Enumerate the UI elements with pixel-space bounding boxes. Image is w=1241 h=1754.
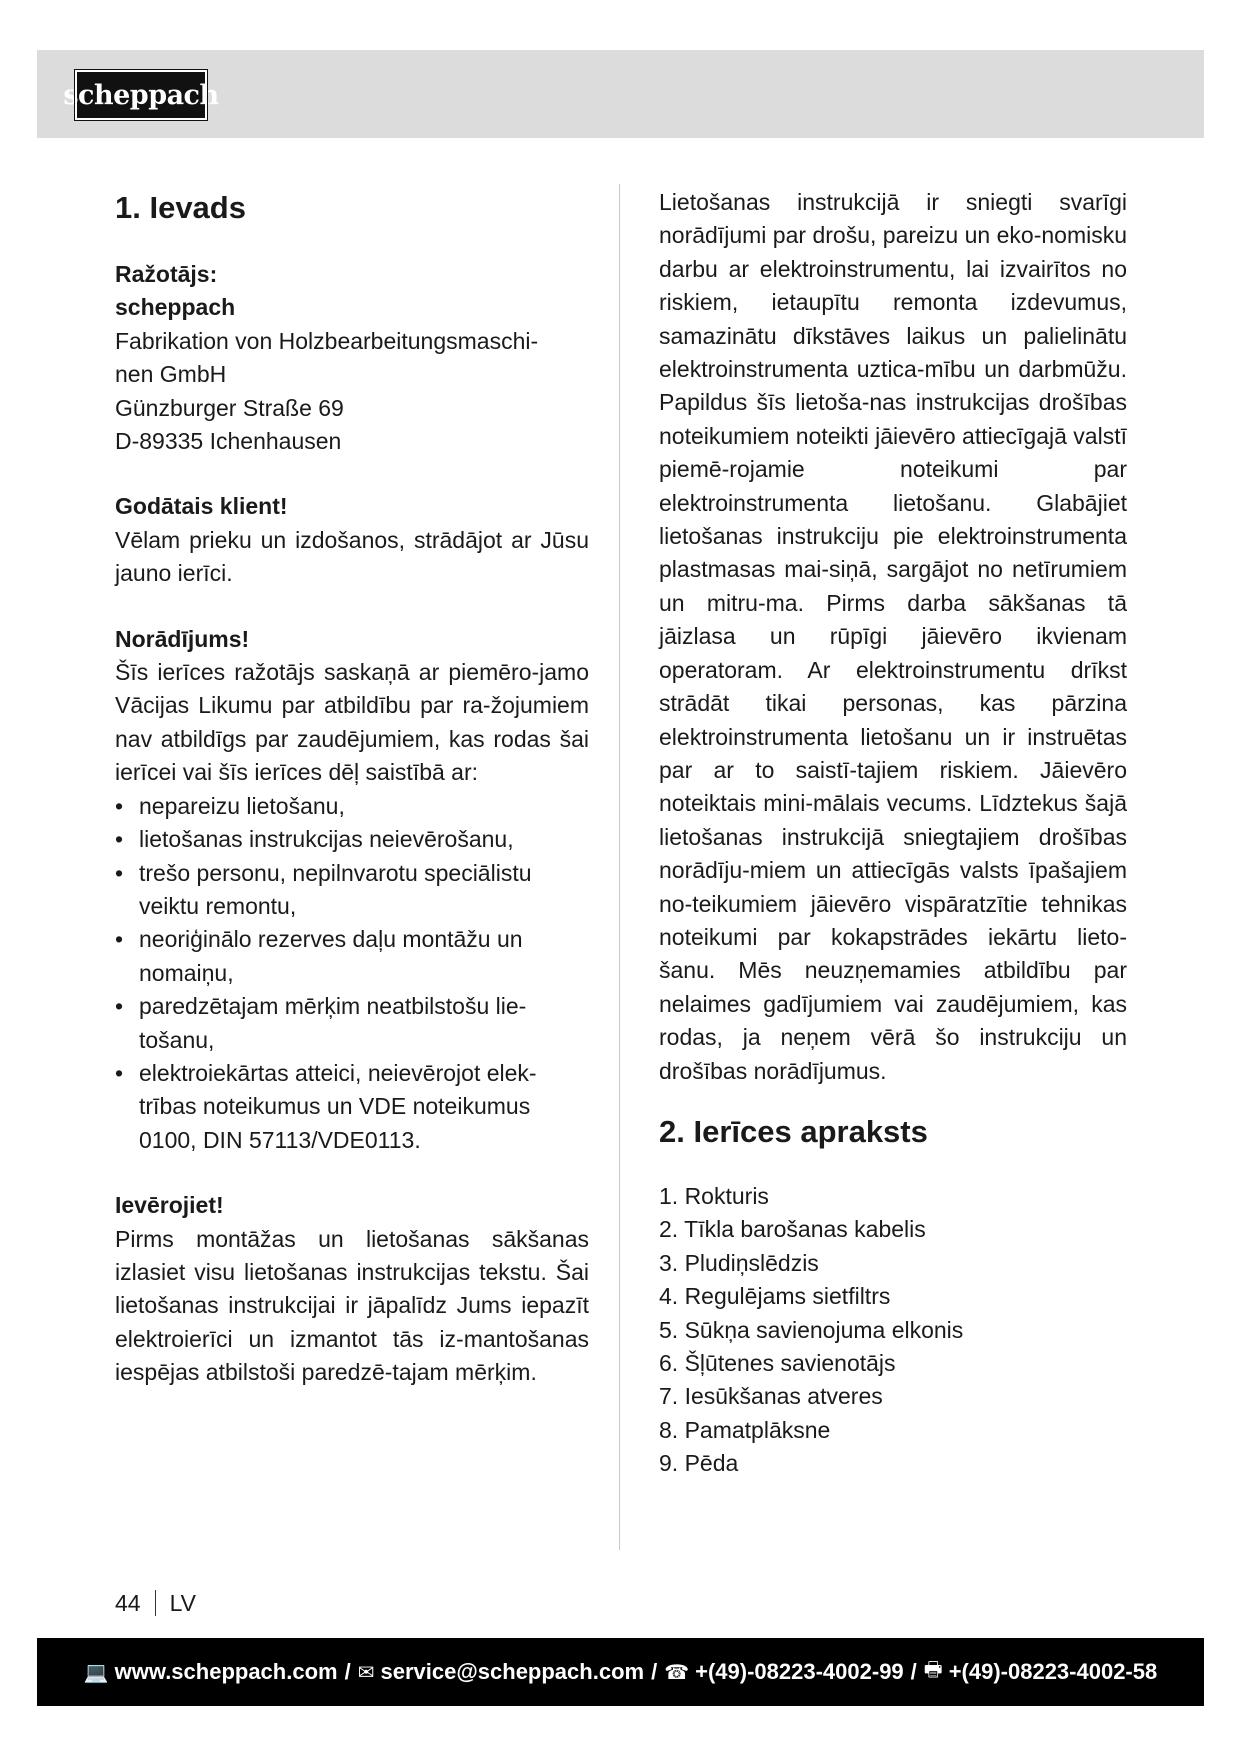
page-number-separator bbox=[155, 1590, 156, 1616]
section-1-heading: 1. Ievads bbox=[115, 190, 246, 225]
address-line: D-89335 Ichenhausen bbox=[115, 428, 342, 455]
intro-text: Lietošanas instrukcijā ir sniegti svarīgi norādījumi par drošu, pareizu un eko-nomisku darbu ar elektroinstrumentu, lai izvairītos no riskiem, ietaupītu remonta izdevumus, samazinātu dīkstāves laikus un palielinātu elektroinstrumenta uztica-mību un darbmūžu. Papildus šīs lietoša-nas instrukcijas drošības noteikumiem noteikti jāievēro attiecīgajā valstī piemē-rojamie noteikumi par elektroinstrumenta lietošanu. Glabājiet lietošanas instrukciju pie elektroinstrumenta plastmasas mai-siņā, sargājot no netīrumiem un mitru-ma. Pirms darba sākšanas tā jāizlasa un rūpīgi jāievēro ikvienam operatoram. Ar elektroinstrumentu drīkst strādāt tikai personas, kas pārzina elektroinstrumenta lietošanu un ir instruētas par ar to saistī-tajiem riskiem. Jāievēro noteiktais mini-mālais vecums. Līdztekus šajā lietošanas instrukcijā sniegtajiem drošības norādīju-miem un attiecīgās valsts īpašajiem no-teikumiem jāievēro vispāratzītie tehnikas noteikumi par kokapstrādes iekārtu lieto-šanu. Mēs neuzņemamies atbildību par nelaimes gadījumiem vai zaudējumiem, kas rodas, ja neņem vērā šo instrukciju un drošības norādījumus. bbox=[659, 189, 1127, 1084]
footer-separator: / bbox=[910, 1659, 917, 1684]
list-item: 8. Pamatplāksne bbox=[659, 1416, 831, 1443]
list-item: 7. Iesūkšanas atveres bbox=[659, 1383, 883, 1410]
page-number-value: 44 bbox=[115, 1590, 141, 1616]
address-line: Fabrikation von Holzbearbeitungsmaschi- bbox=[115, 327, 539, 354]
footer-email[interactable]: service@scheppach.com bbox=[380, 1659, 645, 1684]
list-item: • lietošanas instrukcijas neievērošanu, bbox=[115, 823, 589, 856]
page-number bbox=[115, 1588, 196, 1618]
attention-label: Ievērojiet! bbox=[115, 1192, 224, 1219]
parts-list bbox=[659, 1180, 1127, 1481]
list-item: 4. Regulējams sietfiltrs bbox=[659, 1283, 891, 1310]
list-item: 9. Pēda bbox=[659, 1450, 739, 1477]
computer-icon: 💻 bbox=[83, 1661, 109, 1684]
address-line: nen GmbH bbox=[115, 361, 227, 388]
email-icon: ✉ bbox=[357, 1661, 375, 1684]
list-item: 5. Sūkņa savienojuma elkonis bbox=[659, 1316, 964, 1343]
attention-text: Pirms montāžas un lietošanas sākšanas izlasiet visu lietošanas instrukcijas tekstu. Šai lietošanas instrukcijai ir jāpalīdz Jums iepazīt elektroierīci un izmantot tās iz-mantošanas iespējas atbilstoši paredzē-tajam mērķim. bbox=[115, 1225, 589, 1386]
column-divider bbox=[619, 184, 620, 1550]
fax-icon: 🖶 bbox=[923, 1659, 943, 1681]
list-item: 1. Rokturis bbox=[659, 1182, 769, 1209]
footer-phone: +(49)-08223-4002-99 bbox=[695, 1659, 904, 1684]
left-column bbox=[115, 186, 589, 1390]
list-item: • trešo personu, nepilnvarotu speciālistu veiktu remontu, bbox=[115, 857, 589, 924]
footer-separator: / bbox=[344, 1659, 351, 1684]
note-text: Šīs ierīces ražotājs saskaņā ar piemēro-jamo Vācijas Likumu par atbildību par ra-žojumiem nav atbildīgs par zaudējumiem, kas rodas šai ierīcei vai šīs ierīces dēļ saistībā ar: bbox=[115, 659, 589, 786]
page-header bbox=[37, 50, 1204, 138]
footer-website[interactable]: www.scheppach.com bbox=[114, 1659, 338, 1684]
list-item: 2. Tīkla barošanas kabelis bbox=[659, 1216, 926, 1243]
page-footer bbox=[37, 1638, 1204, 1706]
manufacturer-name: scheppach bbox=[115, 294, 236, 321]
list-item: • elektroiekārtas atteici, neievērojot elek-trības noteikumus un VDE noteikumus 0100, DIN 57113/VDE0113. bbox=[115, 1057, 589, 1157]
list-item: 6. Šļūtenes savienotājs bbox=[659, 1350, 896, 1376]
scheppach-logo: scheppach bbox=[75, 70, 207, 120]
section-2-heading: 2. Ierīces apraksts bbox=[659, 1113, 928, 1149]
list-item: • nepareizu lietošanu, bbox=[115, 790, 589, 823]
language-code: LV bbox=[169, 1590, 197, 1616]
right-column bbox=[659, 186, 1127, 1481]
list-item: • neoriģinālo rezerves daļu montāžu un nomaiņu, bbox=[115, 923, 589, 990]
list-item: • paredzētajam mērķim neatbilstošu lie-tošanu, bbox=[115, 990, 589, 1057]
dear-customer-text: Vēlam prieku un izdošanos, strādājot ar Jūsu jauno ierīci. bbox=[115, 526, 589, 587]
footer-fax: +(49)-08223-4002-58 bbox=[948, 1659, 1158, 1684]
address-line: Günzburger Straße 69 bbox=[115, 394, 344, 421]
manufacturer-label: Ražotājs: bbox=[115, 261, 218, 287]
footer-separator: / bbox=[651, 1659, 658, 1684]
phone-icon: ☎ bbox=[664, 1661, 690, 1684]
dear-customer-label: Godātais klient! bbox=[115, 493, 288, 520]
list-item: 3. Pludiņslēdzis bbox=[659, 1249, 819, 1276]
note-label: Norādījums! bbox=[115, 625, 250, 652]
liability-exclusion-list bbox=[115, 790, 589, 1157]
